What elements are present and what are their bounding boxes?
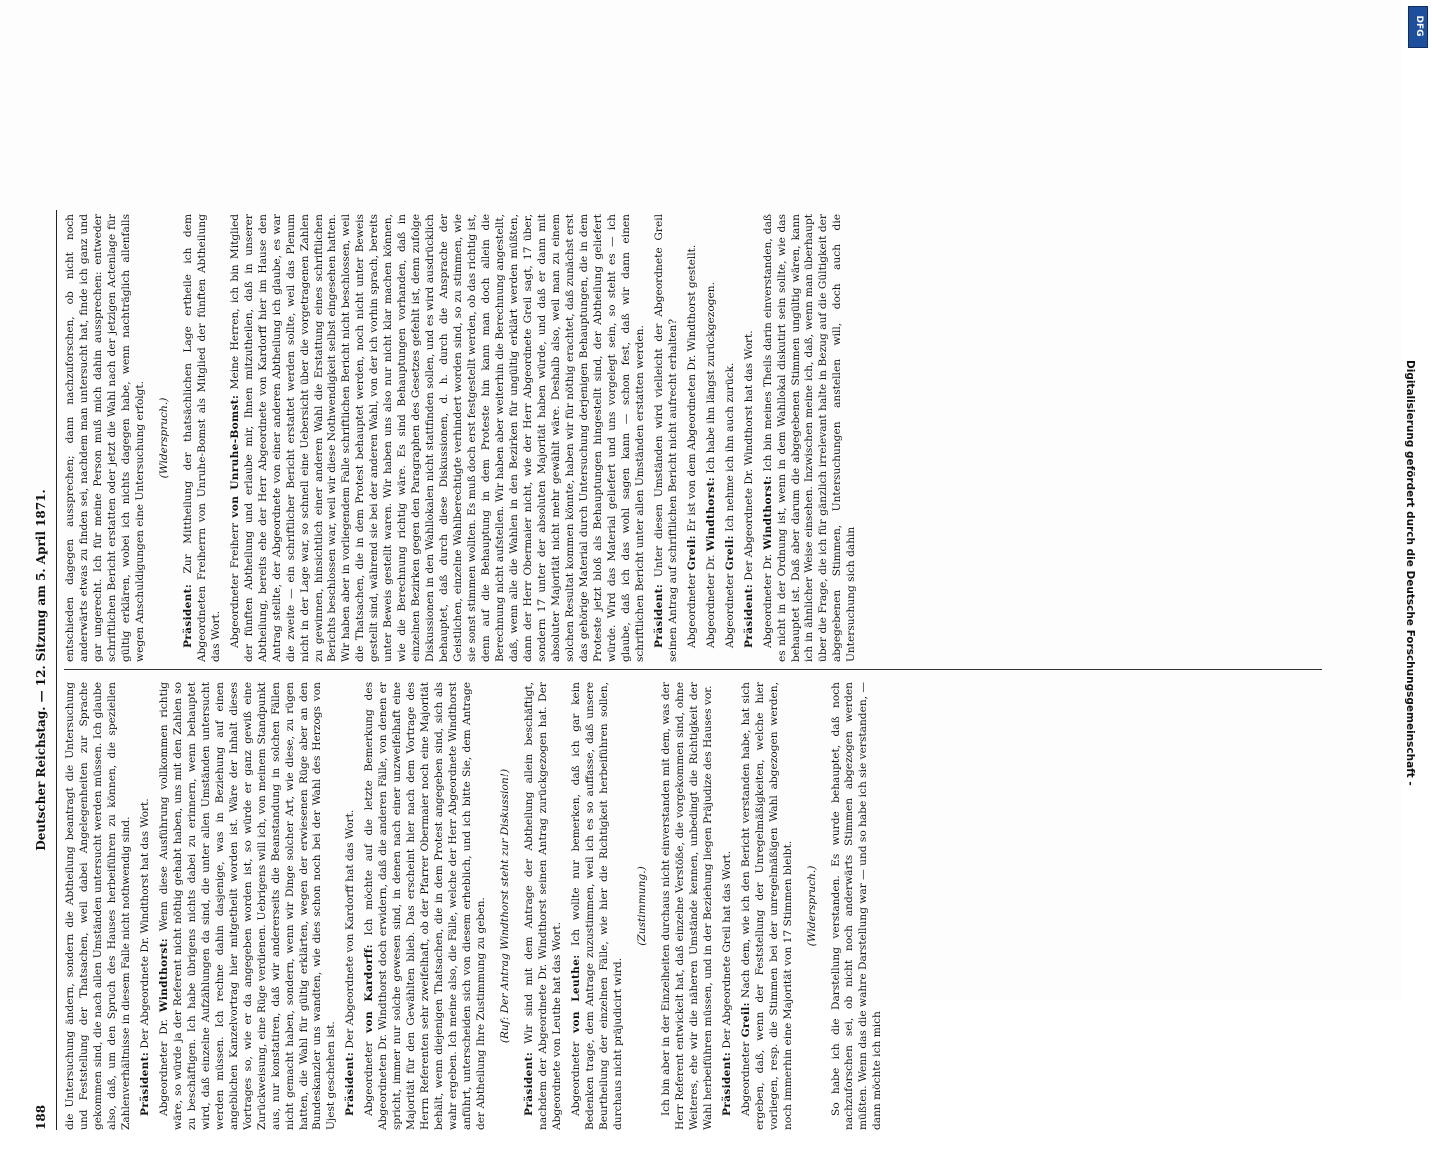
paragraph — [182, 214, 224, 662]
interjection-note: (Ruf: Der Antrag Windthorst steht zur Diskussion!) — [499, 768, 512, 1044]
paragraph — [686, 214, 700, 662]
left-column — [64, 682, 1322, 1130]
speech-text: Meine Herren, ich bin Mitglied der fünften Abtheilung und erlaube mir, Ihnen mitzutheilen, daß in unserer Abtheilung, bereits ehe der Herr Abgeordnete von Kardorff hier im Hause den Antrag stellte, der Abgeordnete von einer anderen Abtheilung ich glaube, es war die zweite — ein schriftlicher Bericht erstattet werden sollte, weil das Plenum nicht in der Lage war, so schnell eine Uebersicht über die vorgetragenen Zahlen zu gewinnen, hinsichtlich einer anderen Wahl die Erstattung eines schriftlichen Berichts beschlossen war, weil wir diese Nothwendigkeit selbst eingesehen hatten. Wir haben aber in vorliegendem Falle schriftlichen Bericht nicht beschlossen, weil die Thatsachen, die in dem Protest behauptet werden, noch nicht unter Beweis gestellt sind, während sie bei der anderen Wahl, von der ich vorhin sprach, bereits unter Beweis gestellt waren. Wir haben uns also nur nicht klar machen können, wie die Berechnung richtig wäre. Es sind Behauptungen vorhanden, daß in einzelnen Bezirken gegen den Paragraphen des Gesetzes gefehlt ist, denn zufolge Diskussionen in den Wahllokalen nicht stattfinden sollen, und es wird ausdrücklich behauptet, daß durch diese Diskussionen, d. h. durch die Ansprache der Geistlichen, einzelne Wahlberechtigte verhindert worden sind, so zu stimmen, wie sie sonst stimmen wollten. Es muß doch erst festgestellt werden, ob das richtig ist, denn auf die Behauptung in dem Proteste hin kann man doch allein die Berechnung nicht aufstellen. Wir haben aber weiterhin die Berechnung angestellt, daß, wenn alle die Wahlen in den Bezirken für ungültig erklärt werden müßten, dann der Herr Obermaier nicht, wie der Herr Abgeordnete Greil sagt, 17 über, sondern 17 unter der absoluten Majorität haben würde, und daß er dann mit absoluter Majorität nicht mehr gewählt wäre. Deshalb also, weil man zu einem solchen Resultat kommen könnte, haben wir für nöthig erachtet, daß zunächst erst das gehörige Material durch Untersuchung derjenigen Behauptungen, die in dem Proteste jetzt bloß als Behauptungen hingestellt sind, der Abtheilung geliefert würde. Wird das Material geliefert und uns vorgelegt sein, so steht es — ich glaube, daß ich das wohl sagen kann — schon fest, daß wir dann einen schriftlichen Bericht unter allen Umständen erstatten werden. — [228, 214, 646, 662]
speech-text: Der Abgeordnete Dr. Windthorst hat das Wort. — [742, 330, 755, 581]
speaker-intro: Abgeordneter — [723, 573, 736, 648]
speaker-name: Präsident: — [181, 583, 194, 648]
speaker-intro: Abgeordneter Freiherr — [228, 522, 241, 648]
paragraph — [740, 682, 796, 1130]
interjection-note: (Widerspruch.) — [157, 397, 170, 479]
paragraph: entschieden dagegen aussprechen; dann nachzuforschen, ob nicht noch anderwärts etwas zu finden sei, nachdem man untersucht hat, finde ich ganz und gar ungerecht. Ich für meine Person muß mich dahin aussprechen: entweder schriftlichen Bericht erstatten oder jetzt die Wahl nach der jetzigen Actenlage für gültig erklären, wobei ich nichts dagegen habe, wenn nachträglich allenfalls wegen Anschuldigungen eine Untersuchung erfolgt. — [64, 214, 146, 662]
speaker-name: Präsident: — [720, 1051, 733, 1116]
speaker-name: Windthorst: — [157, 938, 170, 1013]
rotated-newspaper-page — [30, 190, 1330, 1150]
speech-text: Nach dem, wie ich den Bericht verstanden habe, hat sich ergeben, daß, wenn der Feststellung der Unregelmäßigkeiten, welche hier vorliegen, resp. die Stimmen bei der unregelmäßigen Wahl abgezogen werden, noch immerhin eine Majorität von 17 Stimmen bleibt. — [739, 682, 794, 1130]
paragraph: die Untersuchung ändern, sondern die Abtheilung beantragt die Untersuchung und Feststellung der Thatsachen, weil dabei Angelegenheiten zur Sprache gekommen sind, die nach allen Umständen untersucht werden müssen. Ich glaube also, daß, um den Spruch des Hauses herbeiführen zu können, die speziellen Zahlenverhältnisse in diesem Falle nicht nothwendig sind. — [64, 682, 132, 1130]
speaker-intro: Abgeordneter — [685, 573, 698, 648]
interjection-note: (Widerspruch.) — [805, 865, 818, 947]
right-column — [64, 214, 1322, 662]
paragraph — [570, 682, 626, 1130]
paragraph — [158, 682, 340, 1130]
speech-text: Ich möchte auf die letzte Bemerkung des Abgeordneten Dr. Windthorst doch erwidern, daß die anderen Fälle, von denen er spricht, immer nur solche gewesen sind, in denen nach einer unzweifelhaft eine Majorität für den Gewählten blieb. Das erscheint hier nach dem Vortrage des Herrn Referenten sehr zweifelhaft, ob der Pfarrer Obermaier noch eine Majorität behält, wenn diejenigen Thatsachen, die in dem Protest angegeben sind, sich als wahr ergeben. Ich meine also, die Fälle, welche der Herr Abgeordnete Windthorst anführt, unterscheiden sich von diesem erheblich, und ich bitte Sie, dem Antrage der Abtheilung Ihre Zustimmung zu geben. — [363, 682, 488, 1130]
speech-text: Unter diesen Umständen wird vielleicht der Abgeordnete Greil seinen Antrag auf schriftlichen Bericht nicht aufrecht erhalten? — [652, 214, 679, 662]
page-number: 188 — [34, 1104, 48, 1130]
speaker-name: Windthorst: — [704, 476, 717, 552]
paragraph — [139, 682, 153, 1130]
speaker-name: Präsident: — [652, 583, 665, 648]
paragraph — [705, 214, 719, 662]
paragraph — [724, 214, 738, 662]
paragraph — [653, 214, 681, 662]
paragraph — [344, 682, 358, 1130]
paragraph — [743, 214, 757, 662]
speech-text: Ich bin meines Theils darin einverstanden, daß es nicht in der Ordnung ist, wenn in dem Wahllokal diskutirt sein sollte, wie das behauptet ist. Daß aber darum die abgegebenen Stimmen ungültig wären, kann ich in ähnlicher Weise einsehen. Inzwischen meine ich, daß, wenn man überhaupt über die Frage, die ich für gänzlich irrelevant halte in Bezug auf die Gültigkeit der abgegebenen Stimmen, Untersuchungen anstellen will, doch auch die Untersuchung sich dahin — [761, 214, 858, 662]
speech-text: Zur Mittheilung der thatsächlichen Lage ertheile ich dem Abgeordneten Freiherrn von Unruhe-Bomst als Mitglied der fünften Abtheilung das Wort. — [181, 214, 222, 662]
paragraph — [229, 214, 648, 662]
speaker-name: Greil: — [723, 535, 736, 571]
speaker-intro: Abgeordneter — [363, 1041, 376, 1116]
speaker-name: Windthorst: — [761, 475, 774, 550]
speaker-intro: Abgeordneter Dr. — [157, 1019, 170, 1116]
speech-text: Der Abgeordnete Greil hat das Wort. — [720, 850, 733, 1049]
paragraph — [523, 682, 565, 1130]
speaker-name: Greil: — [685, 535, 698, 571]
speaker-name: Präsident: — [523, 1051, 536, 1116]
speaker-name: Präsident: — [138, 1051, 151, 1116]
speaker-name: Präsident: — [742, 583, 755, 648]
column-divider — [64, 669, 1322, 670]
interjection-note: (Zustimmung.) — [635, 866, 648, 946]
paragraph: So habe ich die Darstellung verstanden. Es wurde behauptet, daß noch nachzuforschen sei, ob nicht noch anderwärts Stimmen abgezogen werden müßten. Wenn das die wahre Darstellung war — und so habe ich sie verstanden, — dann möchte ich mich — [829, 682, 884, 1130]
paragraph — [363, 682, 489, 1130]
speech-text: Der Abgeordnete von Kardorff hat das Wort. — [344, 809, 357, 1049]
speaker-intro: Abgeordneter — [569, 1041, 582, 1116]
paragraph — [721, 682, 735, 1130]
page-header — [30, 210, 57, 1130]
speech-text: Er ist von dem Abgeordneten Dr. Windthorst gestellt. — [685, 244, 698, 532]
speaker-name: von Leuthe: — [569, 954, 582, 1033]
speaker-intro: Abgeordneter Dr. — [761, 553, 774, 648]
speaker-name: von Unruhe-Bomst: — [228, 394, 241, 518]
speaker-name: Greil: — [739, 1002, 752, 1038]
speech-text: Ich wollte nur bemerken, daß ich gar kein Bedenken trage, dem Antrage zuzustimmen, weil ich es so auffasse, daß unsere Beurtheilung der einzelnen Fälle, wie hier die Richtigkeit herbeiführen sollen, durchaus nicht präjudicirt wird. — [569, 682, 624, 1130]
speaker-intro: Abgeordneter — [739, 1041, 752, 1116]
speaker-name: Präsident: — [344, 1051, 357, 1116]
speech-text: Der Abgeordnete Dr. Windthorst hat das Wort. — [138, 798, 151, 1049]
paragraph — [762, 214, 860, 662]
speech-text: Ich habe ihn längst zurückgezogen. — [704, 282, 717, 474]
dfg-logo-text: DFG — [1414, 15, 1424, 37]
page-title: Deutscher Reichstag. — 12. Sitzung am 5. April 1871. — [34, 489, 48, 851]
speech-text: Wenn diese Ausführung vollkommen richtig wäre, so würde ja der Referent nicht nöthig gehabt haben, uns mit den Zahlen so zu beschäftigen. Ich habe übrigens nichts dabei zu erinnern, wenn behauptet wird, daß einzelne Aufzählungen da sind, die unter allen Umständen untersucht werden müssen. Ich rechne dahin dasjenige, was in Beziehung auf einen angeblichen Kanzelvortrag hier mitgetheilt worden ist. Wäre der Inhalt dieses Vortrages so, wie er da angegeben worden ist, so würde er ganz gewiß eine Zurückweisung, eine Rüge verdienen. Uebrigens will ich, von meinem Standpunkt aus, nur konstatiren, daß wir andererseits die Beanstandung in solchen Fällen nicht gemacht haben, sondern, wenn wir Dinge solcher Art, wie diese, zu rügen hatten, die Wahl für gültig erklärten, wegen der erwiesenen Rüge aber an den Bundeskanzler uns wandten, wie dies schon noch bei der Wahl des Herzogs von Ujest geschehen ist. — [157, 682, 338, 1130]
speech-text: Wir sind mit dem Antrage der Abtheilung allein beschäftigt, nachdem der Abgeordnete Dr. Windthorst seinen Antrag zurückgezogen hat. Der Abgeordnete von Leuthe hat das Wort. — [523, 682, 563, 1130]
paragraph: Ich bin aber in der Einzelheiten durchaus nicht einverstanden mit dem, was der Herr Referent entwickelt hat, daß einzelne Verstöße, die vorgekommen sind, ohne Weiteres, ehe wir die näheren Umstände kennen, unbedingt die Richtigkeit der Wahl herbeiführen müssen, und in der Beziehung liegen Präjudize des Hauses vor. — [659, 682, 714, 1130]
speech-text: Ich nehme ich ihn auch zurück. — [723, 362, 736, 532]
speaker-intro: Abgeordneter Dr. — [704, 554, 717, 648]
speaker-name: von Kardorff: — [363, 944, 376, 1033]
digitization-credit: Digitalisierung gefördert durch die Deutsche Forschungsgemeinschaft - — [1404, 360, 1416, 786]
